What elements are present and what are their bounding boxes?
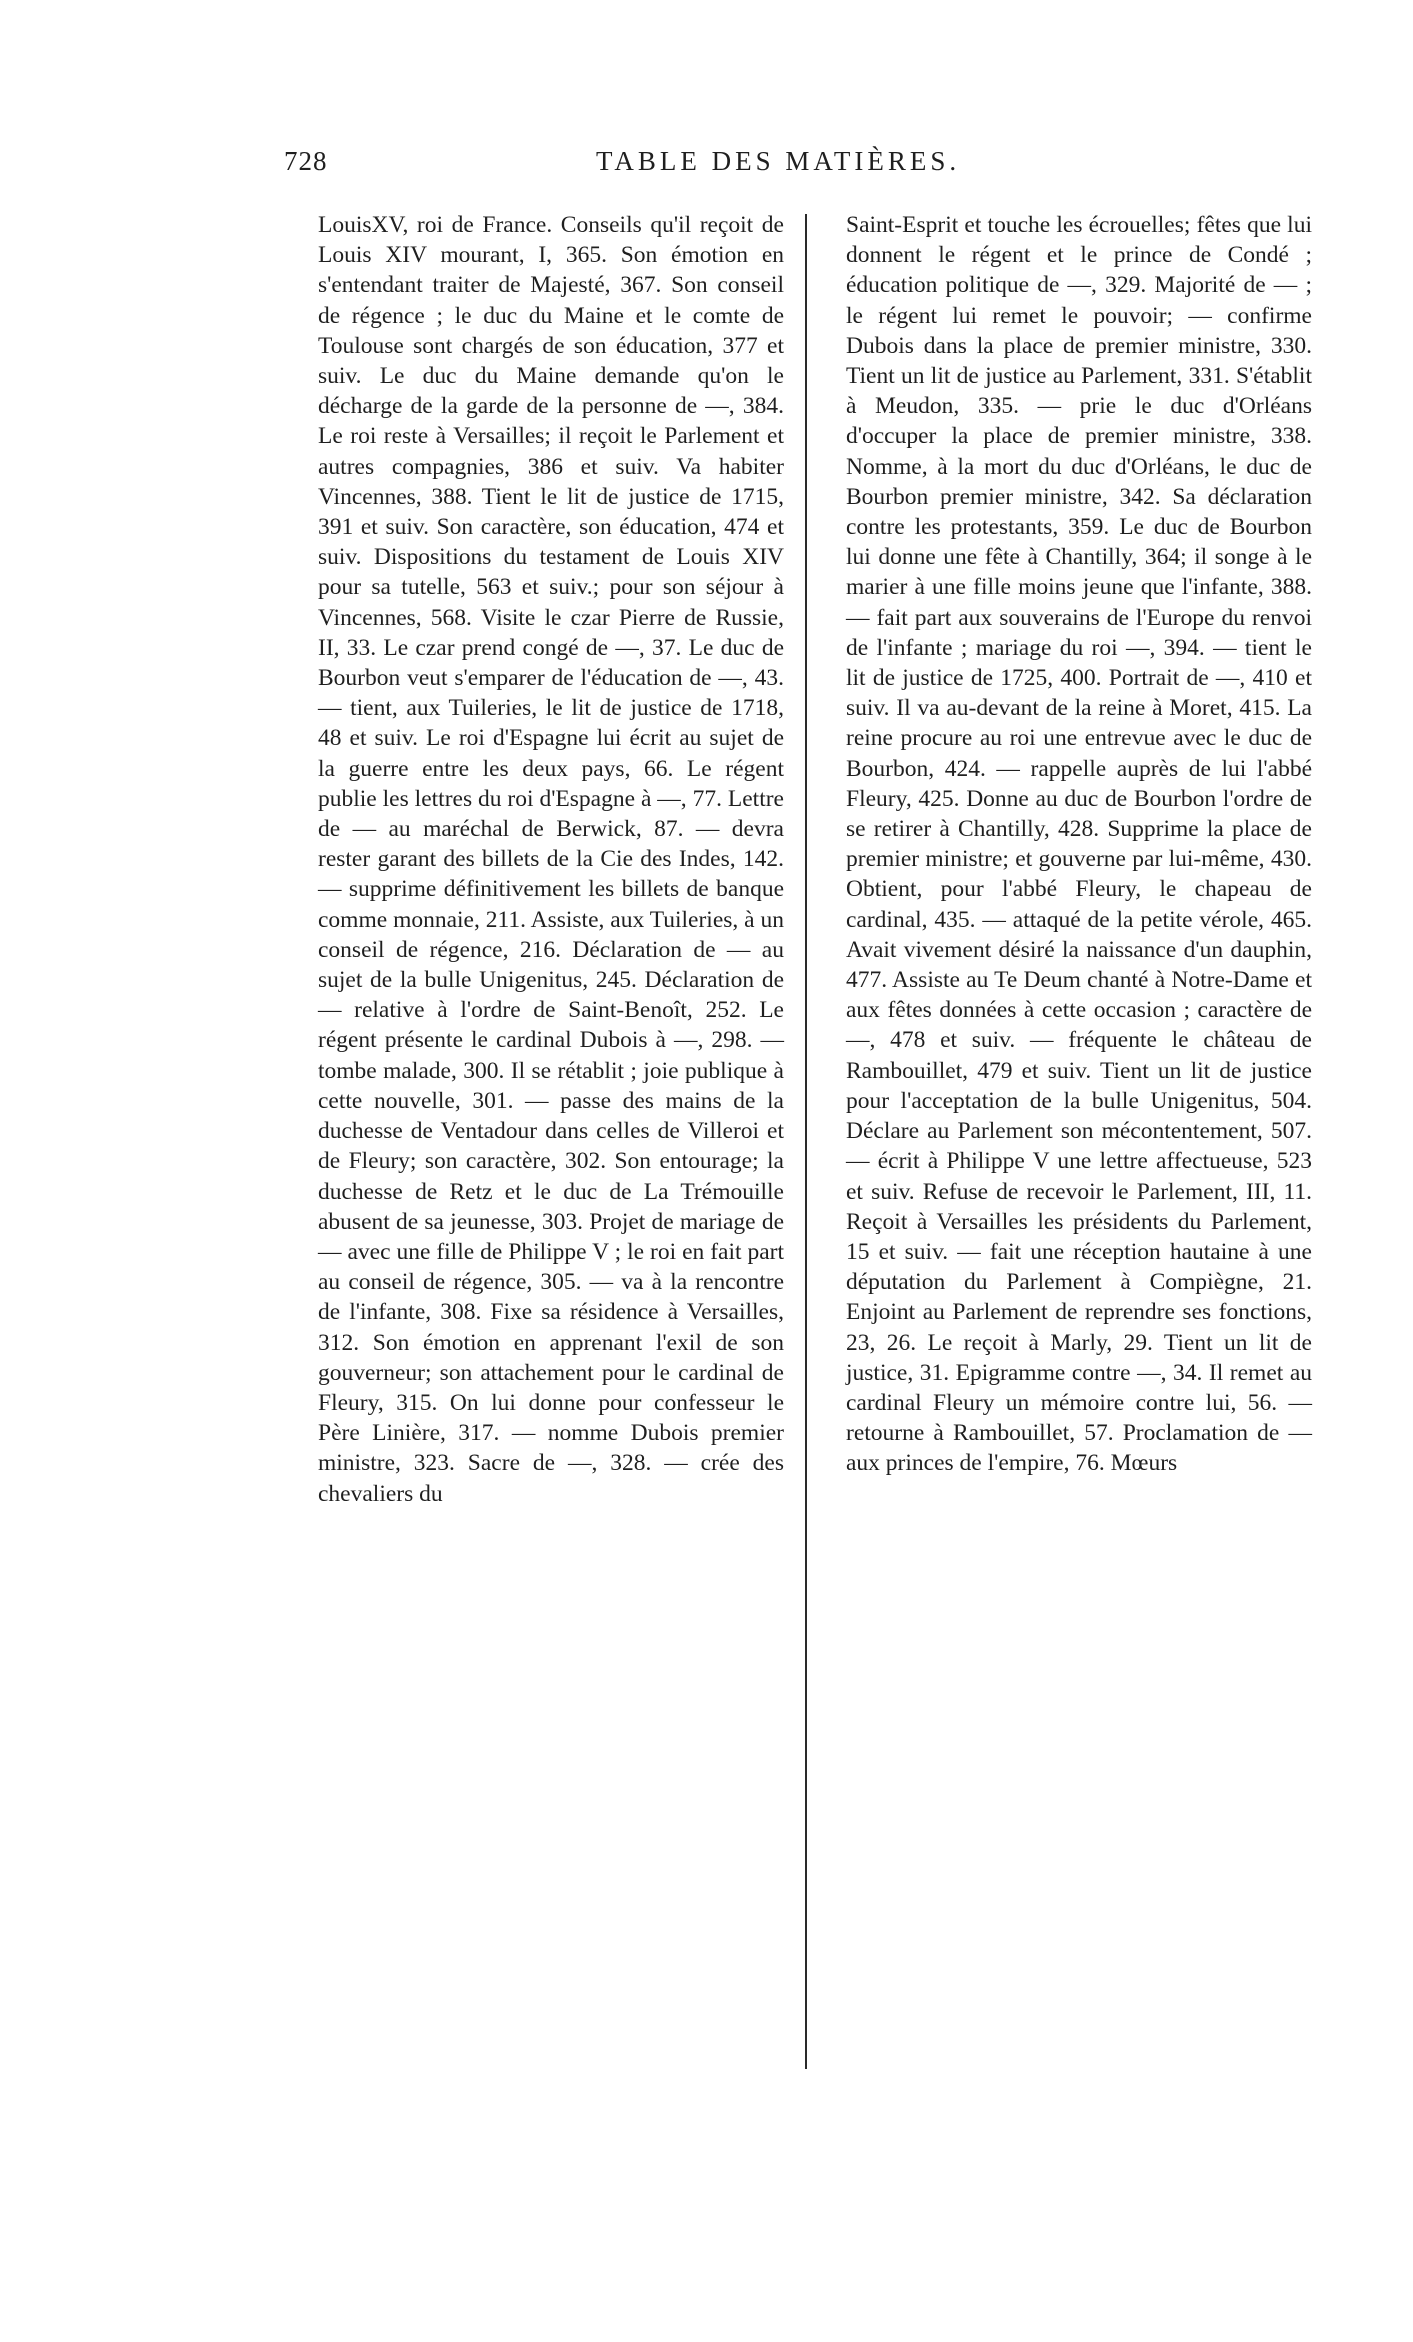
index-entry-right: Saint-Esprit et touche les écrouelles; fêtes que lui donnent le régent et le prince de Condé ; éducation politique de —, 329. Majorité de — ; le régent lui remet le pouvoir; — confirme Dubois dans la place de premier ministre, 330. Tient un lit de justice au Parlement, 331. S'établit à Meudon, 335. — prie le duc d'Orléans d'occuper la place de premier ministre, 338. Nomme, à la mort du duc d'Orléans, le duc de Bourbon premier ministre, 342. Sa déclaration contre les protestants, 359. Le duc de Bourbon lui donne une fête à Chantilly, 364; il songe à le marier à une fille moins jeune que l'infante, 388. — fait part aux souverains de l'Europe du renvoi de l'infante ; mariage du roi —, 394. — tient le lit de justice de 1725, 400. Portrait de —, 410 et suiv. Il va au-devant de la reine à Moret, 415. La reine procure au roi une entrevue avec le duc de Bourbon, 424. — rappelle auprès de lui l'abbé Fleury, 425. Donne au duc de Bourbon l'ordre de se retirer à Chantilly, 428. Supprime la place de premier ministre; et gouverne par lui-même, 430. Obtient, pour l'abbé Fleury, le chapeau de cardinal, 435. — attaqué de la petite vérole, 465. Avait vivement désiré la naissance d'un dauphin, 477. Assiste au Te Deum chanté à Notre-Dame et aux fêtes données à cette occasion ; caractère de —, 478 et suiv. — fréquente le château de Rambouillet, 479 et suiv. Tient un lit de justice pour l'acceptation de la bulle Unigenitus, 504. Déclare au Parlement son mécontentement, 507. — écrit à Philippe V une lettre affectueuse, 523 et suiv. Refuse de recevoir le Parlement, III, 11. Reçoit à Versailles les présidents du Parlement, 15 et suiv. — fait une réception hautaine à une députation du Parlement à Compiègne, 21. Enjoint au Parlement de reprendre ses fonctions, 23, 26. Le reçoit à Marly, 29. Tient un lit de justice, 31. Epigramme contre —, 34. Il remet au cardinal Fleury un mémoire contre lui, 56. — retourne à Rambouillet, 57. Proclamation de — aux princes de l'empire, 76. Mœurs bbox=[846, 212, 1312, 1477]
index-entry-left: LouisXV, roi de France. Conseils qu'il reçoit de Louis XIV mourant, I, 365. Son émotion en s'entendant traiter de Majesté, 367. Son conseil de régence ; le duc du Maine et le comte de Toulouse sont chargés de son éducation, 377 et suiv. Le duc du Maine demande qu'on le décharge de la garde de la personne de —, 384. Le roi reste à Versailles; il reçoit le Parlement et autres compagnies, 386 et suiv. Va habiter Vincennes, 388. Tient le lit de justice de 1715, 391 et suiv. Son caractère, son éducation, 474 et suiv. Dispositions du testament de Louis XIV pour sa tutelle, 563 et suiv.; pour son séjour à Vincennes, 568. Visite le czar Pierre de Russie, II, 33. Le czar prend congé de —, 37. Le duc de Bourbon veut s'emparer de l'éducation de —, 43. — tient, aux Tuileries, le lit de justice de 1718, 48 et suiv. Le roi d'Espagne lui écrit au sujet de la guerre entre les deux pays, 66. Le régent publie les lettres du roi d'Espagne à —, 77. Lettre de — au maréchal de Berwick, 87. — devra rester garant des billets de la Cie des Indes, 142. — supprime définitivement les billets de banque comme monnaie, 211. Assiste, aux Tuileries, à un conseil de régence, 216. Déclaration de — au sujet de la bulle Unigenitus, 245. Déclaration de — relative à l'ordre de Saint-Benoît, 252. Le régent présente le cardinal Dubois à —, 298. — tombe malade, 300. Il se rétablit ; joie publique à cette nouvelle, 301. — passe des mains de la duchesse de Ventadour dans celles de Villeroi et de Fleury; son caractère, 302. Son entourage; la duchesse de Retz et le duc de La Trémouille abusent de sa jeunesse, 303. Projet de mariage de — avec une fille de Philippe V ; le roi en fait part au conseil de régence, 305. — va à la rencontre de l'infante, 308. Fixe sa résidence à Versailles, 312. Son émotion en apprenant l'exil de son gouverneur; son attachement pour le cardinal de Fleury, 315. On lui donne pour confesseur le Père Linière, 317. — nomme Dubois premier ministre, 323. Sacre de —, 328. — crée des chevaliers du bbox=[318, 212, 784, 1507]
column-divider bbox=[805, 214, 807, 2069]
page-number: 728 bbox=[284, 146, 328, 176]
running-title: TABLE DES MATIÈRES. bbox=[596, 146, 961, 176]
right-column bbox=[846, 210, 1312, 1479]
left-column bbox=[318, 210, 784, 1509]
